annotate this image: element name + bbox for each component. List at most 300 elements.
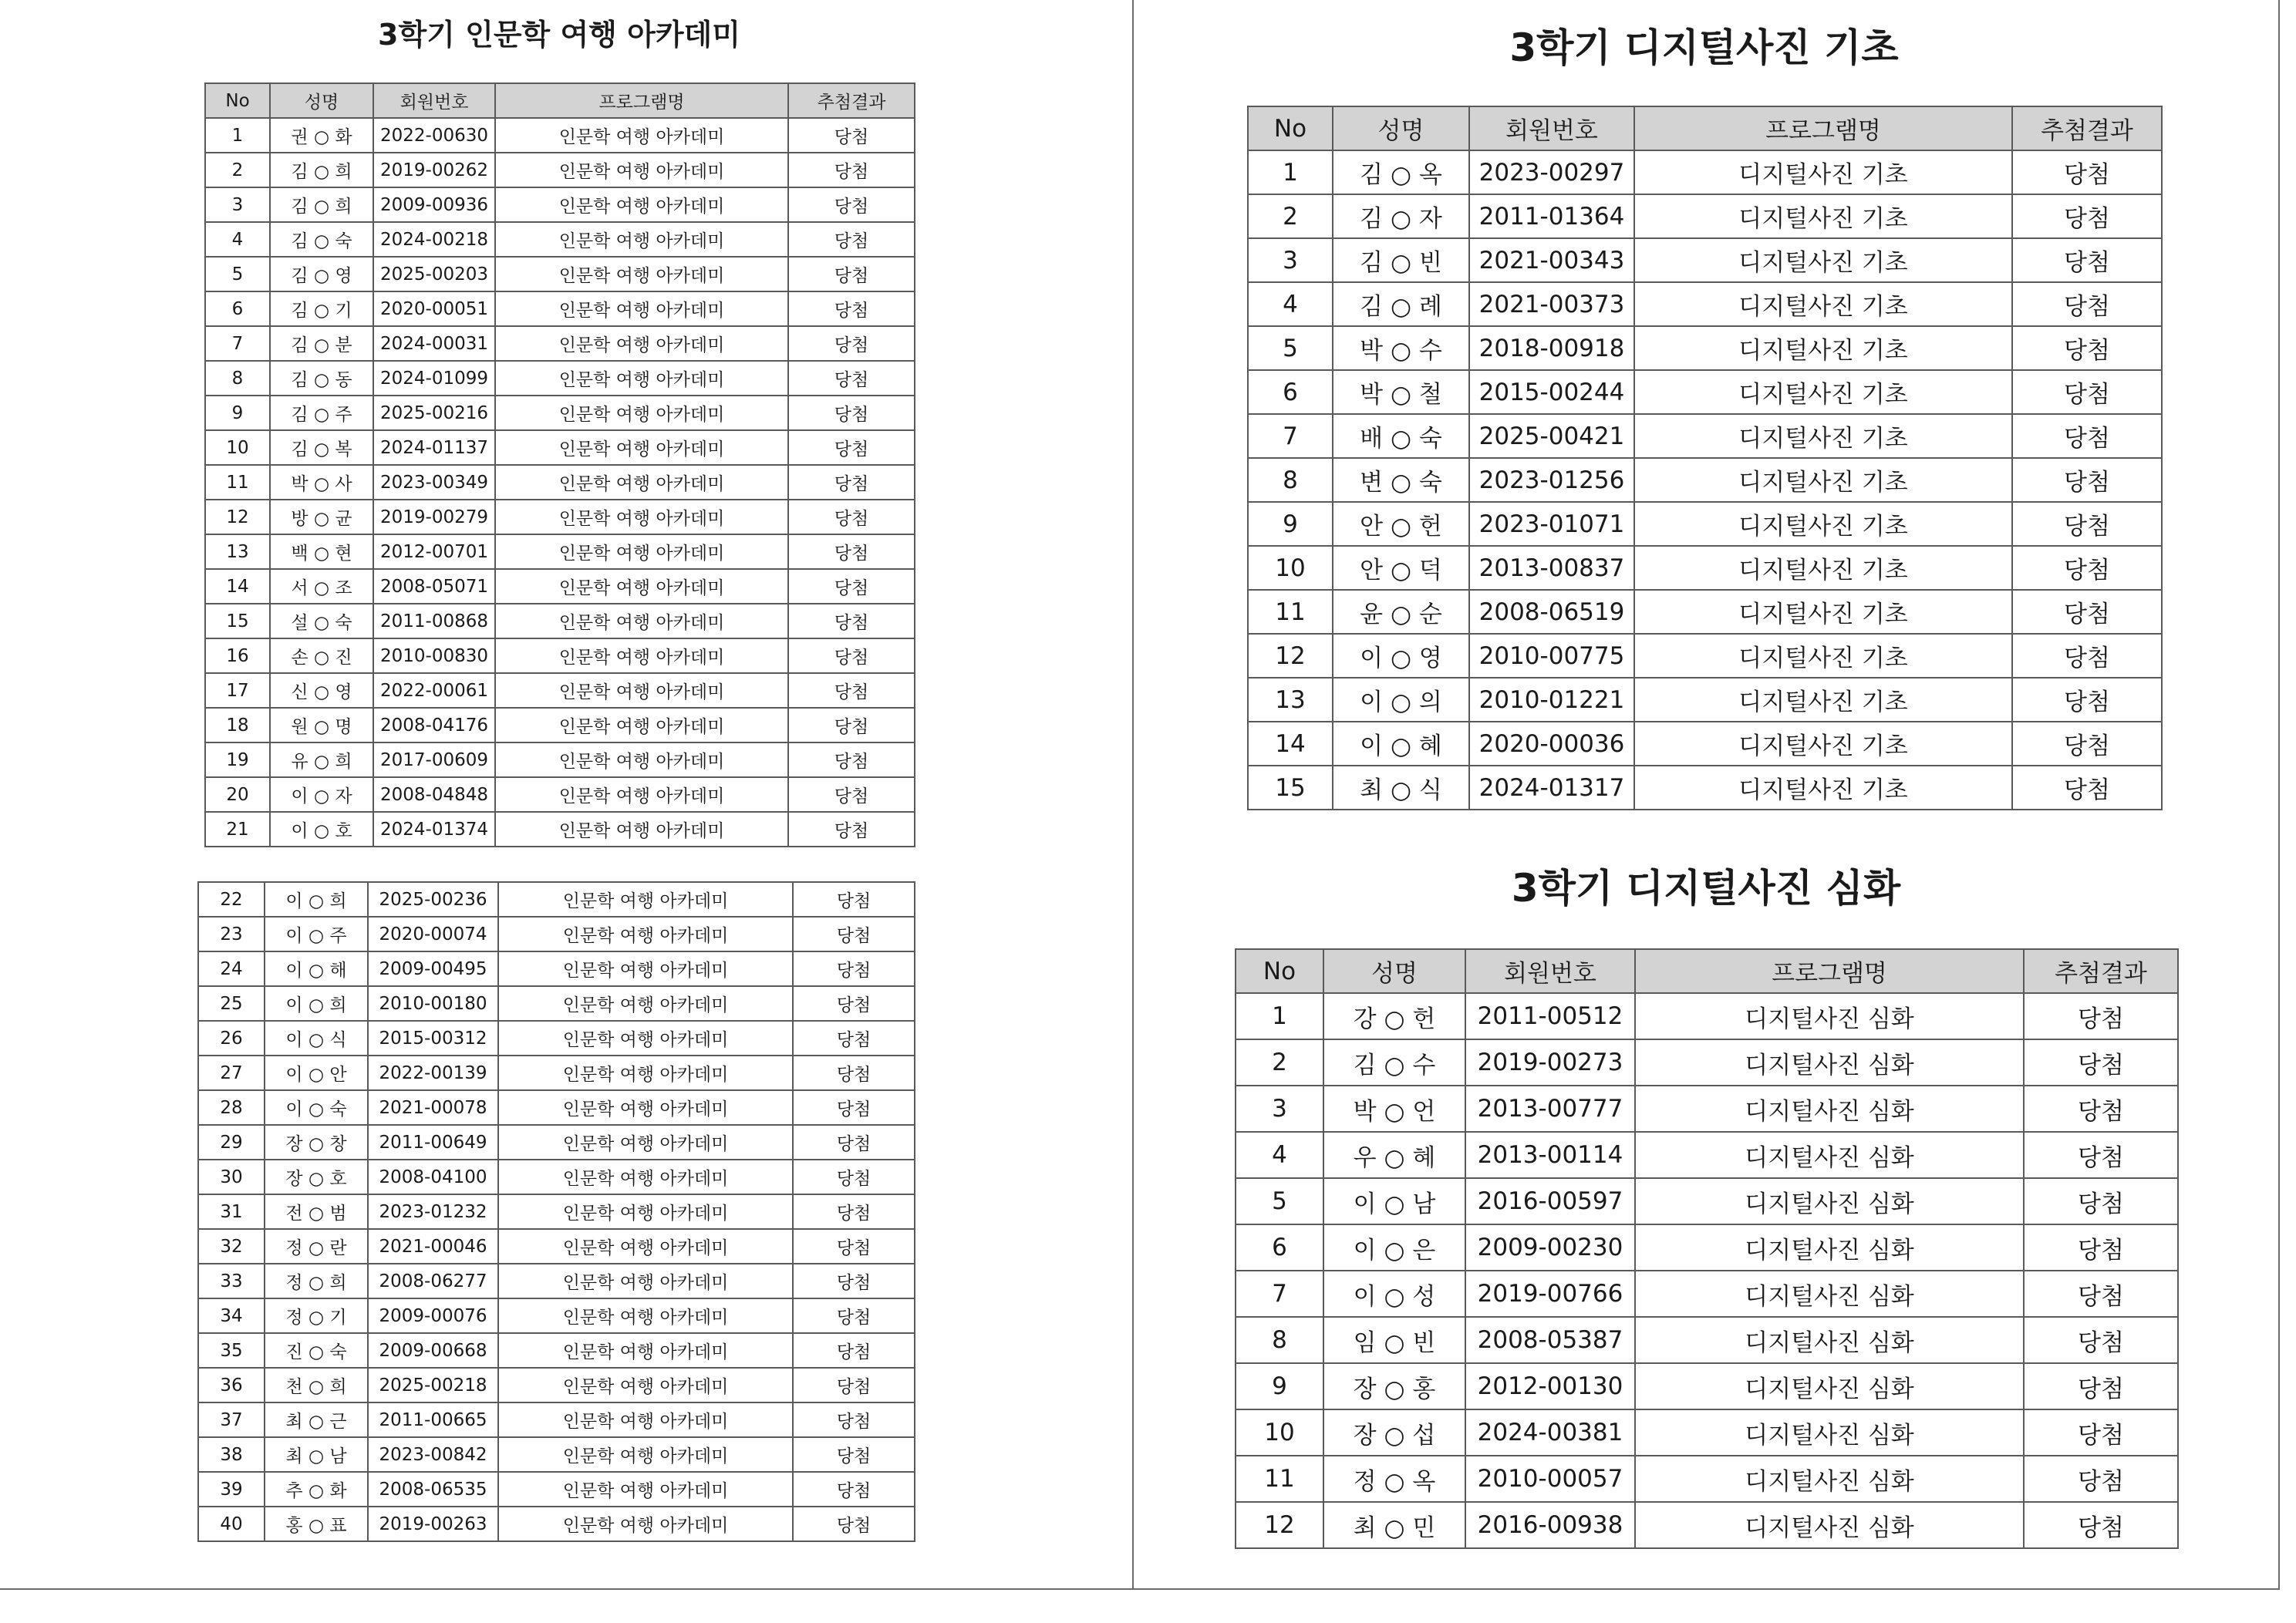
cell-no: 35: [198, 1333, 265, 1368]
table-row: [1236, 1224, 2178, 1271]
cell-member-id: 2022-00630: [373, 118, 495, 153]
cell-member-id: 2021-00046: [368, 1229, 498, 1264]
table-row: [205, 777, 915, 812]
cell-no: 5: [1248, 326, 1333, 370]
header-result: 추첨결과: [2024, 949, 2178, 993]
cell-no: 4: [205, 222, 270, 257]
cell-result: 당첨: [788, 708, 915, 742]
table-row: [198, 986, 915, 1021]
cell-program: 인문학 여행 아카데미: [495, 604, 788, 638]
cell-member-id: 2024-00381: [1465, 1409, 1635, 1456]
cell-no: 23: [198, 917, 265, 951]
cell-member-id: 2024-01099: [373, 361, 495, 396]
cell-result: 당첨: [2024, 1502, 2178, 1548]
cell-no: 10: [205, 430, 270, 465]
cell-result: 당첨: [2012, 414, 2162, 458]
cell-no: 33: [198, 1264, 265, 1298]
table-header-row: [205, 83, 915, 118]
cell-program: 디지털사진 기초: [1634, 414, 2012, 458]
cell-name: 이 ○ 해: [265, 951, 368, 986]
cell-result: 당첨: [788, 638, 915, 673]
cell-member-id: 2008-06535: [368, 1472, 498, 1507]
cell-no: 3: [1248, 238, 1333, 282]
cell-result: 당첨: [2012, 590, 2162, 634]
cell-name: 신 ○ 영: [270, 673, 373, 708]
cell-name: 정 ○ 희: [265, 1264, 368, 1298]
table-row: [1236, 1317, 2178, 1363]
cell-no: 30: [198, 1160, 265, 1194]
cell-program: 인문학 여행 아카데미: [495, 673, 788, 708]
cell-program: 인문학 여행 아카데미: [498, 1333, 793, 1368]
cell-program: 인문학 여행 아카데미: [498, 1507, 793, 1541]
cell-result: 당첨: [793, 1056, 915, 1090]
humanities-table-part2: [197, 881, 915, 1542]
photo-basic-title: 3학기 디지털사진 기초: [1509, 25, 1899, 70]
table-row: [205, 604, 915, 638]
cell-member-id: 2013-00114: [1465, 1132, 1635, 1178]
cell-name: 김 ○ 복: [270, 430, 373, 465]
cell-no: 7: [1236, 1271, 1323, 1317]
cell-program: 디지털사진 심화: [1635, 1132, 2024, 1178]
table-row: [1236, 1456, 2178, 1502]
cell-result: 당첨: [793, 1090, 915, 1125]
cell-result: 당첨: [793, 951, 915, 986]
cell-result: 당첨: [788, 465, 915, 500]
cell-member-id: 2025-00218: [368, 1368, 498, 1402]
cell-no: 38: [198, 1437, 265, 1472]
cell-result: 당첨: [2012, 722, 2162, 766]
table-row: [198, 1229, 915, 1264]
cell-name: 우 ○ 혜: [1323, 1132, 1465, 1178]
table-row: [198, 1125, 915, 1160]
cell-name: 김 ○ 희: [270, 187, 373, 222]
table-row: [205, 430, 915, 465]
cell-program: 디지털사진 심화: [1635, 1086, 2024, 1132]
table-row: [198, 1160, 915, 1194]
header-member-id: 회원번호: [1469, 106, 1634, 150]
cell-no: 22: [198, 882, 265, 917]
cell-no: 2: [205, 153, 270, 187]
cell-no: 17: [205, 673, 270, 708]
cell-program: 인문학 여행 아카데미: [498, 986, 793, 1021]
cell-name: 손 ○ 진: [270, 638, 373, 673]
cell-no: 14: [1248, 722, 1333, 766]
cell-program: 디지털사진 기초: [1634, 546, 2012, 590]
cell-result: 당첨: [793, 1229, 915, 1264]
cell-name: 최 ○ 민: [1323, 1502, 1465, 1548]
table-row: [198, 917, 915, 951]
cell-member-id: 2025-00216: [373, 396, 495, 430]
cell-result: 당첨: [2012, 678, 2162, 722]
cell-program: 인문학 여행 아카데미: [498, 1264, 793, 1298]
cell-no: 2: [1236, 1039, 1323, 1086]
cell-no: 1: [1236, 993, 1323, 1039]
cell-name: 장 ○ 호: [265, 1160, 368, 1194]
table-header-row: [1236, 949, 2178, 993]
cell-member-id: 2015-00312: [368, 1021, 498, 1056]
cell-no: 4: [1236, 1132, 1323, 1178]
cell-program: 디지털사진 기초: [1634, 194, 2012, 238]
cell-name: 정 ○ 란: [265, 1229, 368, 1264]
cell-name: 박 ○ 수: [1333, 326, 1469, 370]
cell-no: 6: [205, 291, 270, 326]
table-row: [205, 396, 915, 430]
table-row: [1248, 502, 2162, 546]
table-row: [1248, 370, 2162, 414]
cell-name: 이 ○ 영: [1333, 634, 1469, 678]
cell-name: 설 ○ 숙: [270, 604, 373, 638]
cell-name: 배 ○ 숙: [1333, 414, 1469, 458]
table-row: [198, 1472, 915, 1507]
cell-name: 최 ○ 식: [1333, 766, 1469, 810]
cell-no: 32: [198, 1229, 265, 1264]
cell-no: 11: [205, 465, 270, 500]
cell-name: 안 ○ 덕: [1333, 546, 1469, 590]
cell-result: 당첨: [2024, 1456, 2178, 1502]
cell-name: 김 ○ 옥: [1333, 150, 1469, 194]
cell-name: 추 ○ 화: [265, 1472, 368, 1507]
cell-name: 김 ○ 수: [1323, 1039, 1465, 1086]
cell-no: 7: [205, 326, 270, 361]
header-no: No: [1248, 106, 1333, 150]
cell-result: 당첨: [2024, 993, 2178, 1039]
cell-program: 디지털사진 기초: [1634, 238, 2012, 282]
table-row: [205, 222, 915, 257]
table-row: [198, 1333, 915, 1368]
cell-member-id: 2011-00665: [368, 1402, 498, 1437]
cell-member-id: 2019-00263: [368, 1507, 498, 1541]
table-row: [1248, 414, 2162, 458]
cell-result: 당첨: [788, 361, 915, 396]
cell-name: 이 ○ 의: [1333, 678, 1469, 722]
cell-no: 25: [198, 986, 265, 1021]
cell-no: 5: [1236, 1178, 1323, 1224]
cell-member-id: 2024-01137: [373, 430, 495, 465]
cell-program: 인문학 여행 아카데미: [495, 465, 788, 500]
cell-no: 2: [1248, 194, 1333, 238]
cell-no: 15: [1248, 766, 1333, 810]
table-header-row: [1248, 106, 2162, 150]
cell-member-id: 2010-00775: [1469, 634, 1634, 678]
cell-name: 천 ○ 희: [265, 1368, 368, 1402]
table-row: [1236, 1502, 2178, 1548]
cell-member-id: 2024-01374: [373, 812, 495, 847]
humanities-table-part1: [204, 82, 915, 847]
cell-member-id: 2025-00236: [368, 882, 498, 917]
cell-name: 정 ○ 기: [265, 1298, 368, 1333]
cell-name: 이 ○ 숙: [265, 1090, 368, 1125]
cell-program: 디지털사진 심화: [1635, 1409, 2024, 1456]
cell-program: 인문학 여행 아카데미: [498, 917, 793, 951]
cell-program: 디지털사진 기초: [1634, 678, 2012, 722]
cell-no: 28: [198, 1090, 265, 1125]
cell-name: 임 ○ 빈: [1323, 1317, 1465, 1363]
cell-result: 당첨: [2012, 766, 2162, 810]
cell-program: 디지털사진 기초: [1634, 590, 2012, 634]
cell-result: 당첨: [788, 326, 915, 361]
table-row: [198, 1507, 915, 1541]
cell-no: 13: [205, 534, 270, 569]
table-row: [1248, 326, 2162, 370]
cell-result: 당첨: [788, 812, 915, 847]
cell-program: 디지털사진 심화: [1635, 993, 2024, 1039]
cell-program: 디지털사진 심화: [1635, 1224, 2024, 1271]
cell-no: 15: [205, 604, 270, 638]
cell-program: 디지털사진 기초: [1634, 150, 2012, 194]
cell-program: 인문학 여행 아카데미: [495, 222, 788, 257]
cell-result: 당첨: [2012, 634, 2162, 678]
page-divider: [1132, 0, 1134, 1590]
cell-name: 김 ○ 빈: [1333, 238, 1469, 282]
table-row: [1248, 238, 2162, 282]
cell-member-id: 2008-06277: [368, 1264, 498, 1298]
cell-name: 진 ○ 숙: [265, 1333, 368, 1368]
cell-no: 8: [1236, 1317, 1323, 1363]
table-row: [198, 951, 915, 986]
cell-program: 인문학 여행 아카데미: [495, 742, 788, 777]
cell-result: 당첨: [788, 500, 915, 534]
cell-no: 20: [205, 777, 270, 812]
table-row: [1248, 458, 2162, 502]
cell-program: 디지털사진 심화: [1635, 1317, 2024, 1363]
cell-no: 9: [1248, 502, 1333, 546]
table-row: [205, 742, 915, 777]
cell-name: 이 ○ 자: [270, 777, 373, 812]
cell-member-id: 2016-00597: [1465, 1178, 1635, 1224]
cell-name: 이 ○ 희: [265, 986, 368, 1021]
cell-program: 디지털사진 심화: [1635, 1363, 2024, 1409]
cell-program: 디지털사진 심화: [1635, 1456, 2024, 1502]
cell-member-id: 2020-00074: [368, 917, 498, 951]
table-row: [198, 1021, 915, 1056]
cell-program: 인문학 여행 아카데미: [495, 326, 788, 361]
cell-member-id: 2009-00230: [1465, 1224, 1635, 1271]
header-no: No: [1236, 949, 1323, 993]
cell-name: 이 ○ 희: [265, 882, 368, 917]
cell-member-id: 2009-00668: [368, 1333, 498, 1368]
cell-result: 당첨: [2024, 1317, 2178, 1363]
header-name: 성명: [270, 83, 373, 118]
table-row: [205, 708, 915, 742]
cell-name: 이 ○ 식: [265, 1021, 368, 1056]
cell-program: 인문학 여행 아카데미: [495, 534, 788, 569]
cell-no: 26: [198, 1021, 265, 1056]
page-border-right: [2278, 0, 2280, 1590]
cell-member-id: 2019-00262: [373, 153, 495, 187]
table-row: [198, 1264, 915, 1298]
cell-program: 디지털사진 기초: [1634, 722, 2012, 766]
table-row: [1248, 590, 2162, 634]
table-row: [205, 534, 915, 569]
cell-member-id: 2020-00051: [373, 291, 495, 326]
table-row: [1248, 722, 2162, 766]
cell-name: 강 ○ 헌: [1323, 993, 1465, 1039]
cell-name: 김 ○ 동: [270, 361, 373, 396]
cell-name: 이 ○ 성: [1323, 1271, 1465, 1317]
cell-no: 8: [205, 361, 270, 396]
table-row: [1236, 1039, 2178, 1086]
cell-result: 당첨: [793, 1125, 915, 1160]
cell-name: 최 ○ 근: [265, 1402, 368, 1437]
cell-program: 인문학 여행 아카데미: [495, 812, 788, 847]
cell-result: 당첨: [793, 1298, 915, 1333]
cell-result: 당첨: [2024, 1132, 2178, 1178]
table-row: [1248, 150, 2162, 194]
cell-result: 당첨: [2012, 502, 2162, 546]
table-row: [198, 1056, 915, 1090]
cell-member-id: 2010-01221: [1469, 678, 1634, 722]
table-row: [1236, 1178, 2178, 1224]
cell-member-id: 2011-00649: [368, 1125, 498, 1160]
cell-member-id: 2011-00512: [1465, 993, 1635, 1039]
cell-result: 당첨: [788, 187, 915, 222]
cell-name: 전 ○ 범: [265, 1194, 368, 1229]
cell-no: 10: [1248, 546, 1333, 590]
page-border-bottom: [0, 1588, 2280, 1590]
cell-member-id: 2008-06519: [1469, 590, 1634, 634]
header-name: 성명: [1323, 949, 1465, 993]
cell-no: 11: [1236, 1456, 1323, 1502]
cell-name: 김 ○ 례: [1333, 282, 1469, 326]
cell-result: 당첨: [788, 118, 915, 153]
table-row: [205, 569, 915, 604]
cell-result: 당첨: [793, 917, 915, 951]
header-no: No: [205, 83, 270, 118]
cell-result: 당첨: [788, 396, 915, 430]
cell-result: 당첨: [2012, 282, 2162, 326]
header-member-id: 회원번호: [373, 83, 495, 118]
cell-program: 인문학 여행 아카데미: [495, 777, 788, 812]
cell-result: 당첨: [2012, 326, 2162, 370]
table-row: [205, 500, 915, 534]
cell-no: 12: [1236, 1502, 1323, 1548]
cell-program: 인문학 여행 아카데미: [498, 1125, 793, 1160]
cell-result: 당첨: [788, 430, 915, 465]
cell-result: 당첨: [793, 1437, 915, 1472]
cell-name: 안 ○ 헌: [1333, 502, 1469, 546]
cell-program: 디지털사진 심화: [1635, 1178, 2024, 1224]
cell-program: 인문학 여행 아카데미: [495, 396, 788, 430]
cell-name: 홍 ○ 표: [265, 1507, 368, 1541]
cell-result: 당첨: [793, 1160, 915, 1194]
cell-no: 29: [198, 1125, 265, 1160]
cell-name: 정 ○ 옥: [1323, 1456, 1465, 1502]
cell-program: 디지털사진 심화: [1635, 1039, 2024, 1086]
cell-no: 1: [205, 118, 270, 153]
cell-name: 최 ○ 남: [265, 1437, 368, 1472]
cell-member-id: 2024-01317: [1469, 766, 1634, 810]
cell-no: 1: [1248, 150, 1333, 194]
cell-program: 인문학 여행 아카데미: [498, 1021, 793, 1056]
cell-member-id: 2023-00842: [368, 1437, 498, 1472]
cell-no: 13: [1248, 678, 1333, 722]
cell-no: 39: [198, 1472, 265, 1507]
table-row: [205, 257, 915, 291]
cell-member-id: 2021-00078: [368, 1090, 498, 1125]
cell-result: 당첨: [2024, 1224, 2178, 1271]
cell-result: 당첨: [2024, 1086, 2178, 1132]
cell-member-id: 2021-00343: [1469, 238, 1634, 282]
cell-member-id: 2023-01232: [368, 1194, 498, 1229]
cell-no: 5: [205, 257, 270, 291]
cell-result: 당첨: [788, 222, 915, 257]
cell-result: 당첨: [788, 257, 915, 291]
cell-program: 인문학 여행 아카데미: [495, 118, 788, 153]
cell-result: 당첨: [788, 569, 915, 604]
table-row: [198, 1368, 915, 1402]
cell-program: 디지털사진 기초: [1634, 502, 2012, 546]
cell-program: 인문학 여행 아카데미: [498, 1090, 793, 1125]
cell-program: 인문학 여행 아카데미: [498, 1229, 793, 1264]
cell-name: 백 ○ 현: [270, 534, 373, 569]
cell-no: 4: [1248, 282, 1333, 326]
humanities-title: 3학기 인문학 여행 아카데미: [378, 18, 740, 52]
cell-member-id: 2010-00057: [1465, 1456, 1635, 1502]
cell-result: 당첨: [2012, 238, 2162, 282]
cell-result: 당첨: [793, 1402, 915, 1437]
cell-member-id: 2009-00936: [373, 187, 495, 222]
cell-result: 당첨: [788, 291, 915, 326]
cell-name: 이 ○ 안: [265, 1056, 368, 1090]
cell-member-id: 2008-04100: [368, 1160, 498, 1194]
cell-no: 10: [1236, 1409, 1323, 1456]
cell-member-id: 2024-00031: [373, 326, 495, 361]
cell-name: 서 ○ 조: [270, 569, 373, 604]
cell-no: 27: [198, 1056, 265, 1090]
cell-member-id: 2021-00373: [1469, 282, 1634, 326]
cell-result: 당첨: [793, 1194, 915, 1229]
photo-advanced-title: 3학기 디지털사진 심화: [1511, 866, 1901, 911]
cell-name: 김 ○ 분: [270, 326, 373, 361]
table-row: [1248, 678, 2162, 722]
cell-member-id: 2010-00180: [368, 986, 498, 1021]
cell-member-id: 2015-00244: [1469, 370, 1634, 414]
cell-member-id: 2017-00609: [373, 742, 495, 777]
cell-member-id: 2010-00830: [373, 638, 495, 673]
cell-name: 박 ○ 언: [1323, 1086, 1465, 1132]
cell-program: 인문학 여행 아카데미: [498, 1194, 793, 1229]
header-program: 프로그램명: [495, 83, 788, 118]
cell-no: 7: [1248, 414, 1333, 458]
table-row: [1236, 1363, 2178, 1409]
cell-member-id: 2023-01256: [1469, 458, 1634, 502]
cell-program: 인문학 여행 아카데미: [498, 951, 793, 986]
cell-no: 12: [205, 500, 270, 534]
cell-result: 당첨: [788, 673, 915, 708]
cell-no: 6: [1236, 1224, 1323, 1271]
cell-program: 인문학 여행 아카데미: [498, 1437, 793, 1472]
cell-program: 인문학 여행 아카데미: [498, 1368, 793, 1402]
photo-advanced-table: [1235, 948, 2179, 1549]
header-program: 프로그램명: [1635, 949, 2024, 993]
cell-result: 당첨: [793, 986, 915, 1021]
cell-no: 40: [198, 1507, 265, 1541]
cell-member-id: 2023-00349: [373, 465, 495, 500]
cell-program: 디지털사진 기초: [1634, 282, 2012, 326]
cell-name: 이 ○ 주: [265, 917, 368, 951]
cell-member-id: 2018-00918: [1469, 326, 1634, 370]
table-row: [1248, 546, 2162, 590]
table-row: [1236, 1409, 2178, 1456]
cell-member-id: 2008-04176: [373, 708, 495, 742]
cell-member-id: 2009-00495: [368, 951, 498, 986]
table-row: [1248, 634, 2162, 678]
cell-name: 권 ○ 화: [270, 118, 373, 153]
cell-program: 인문학 여행 아카데미: [495, 153, 788, 187]
cell-name: 변 ○ 숙: [1333, 458, 1469, 502]
cell-result: 당첨: [793, 1021, 915, 1056]
cell-no: 3: [205, 187, 270, 222]
